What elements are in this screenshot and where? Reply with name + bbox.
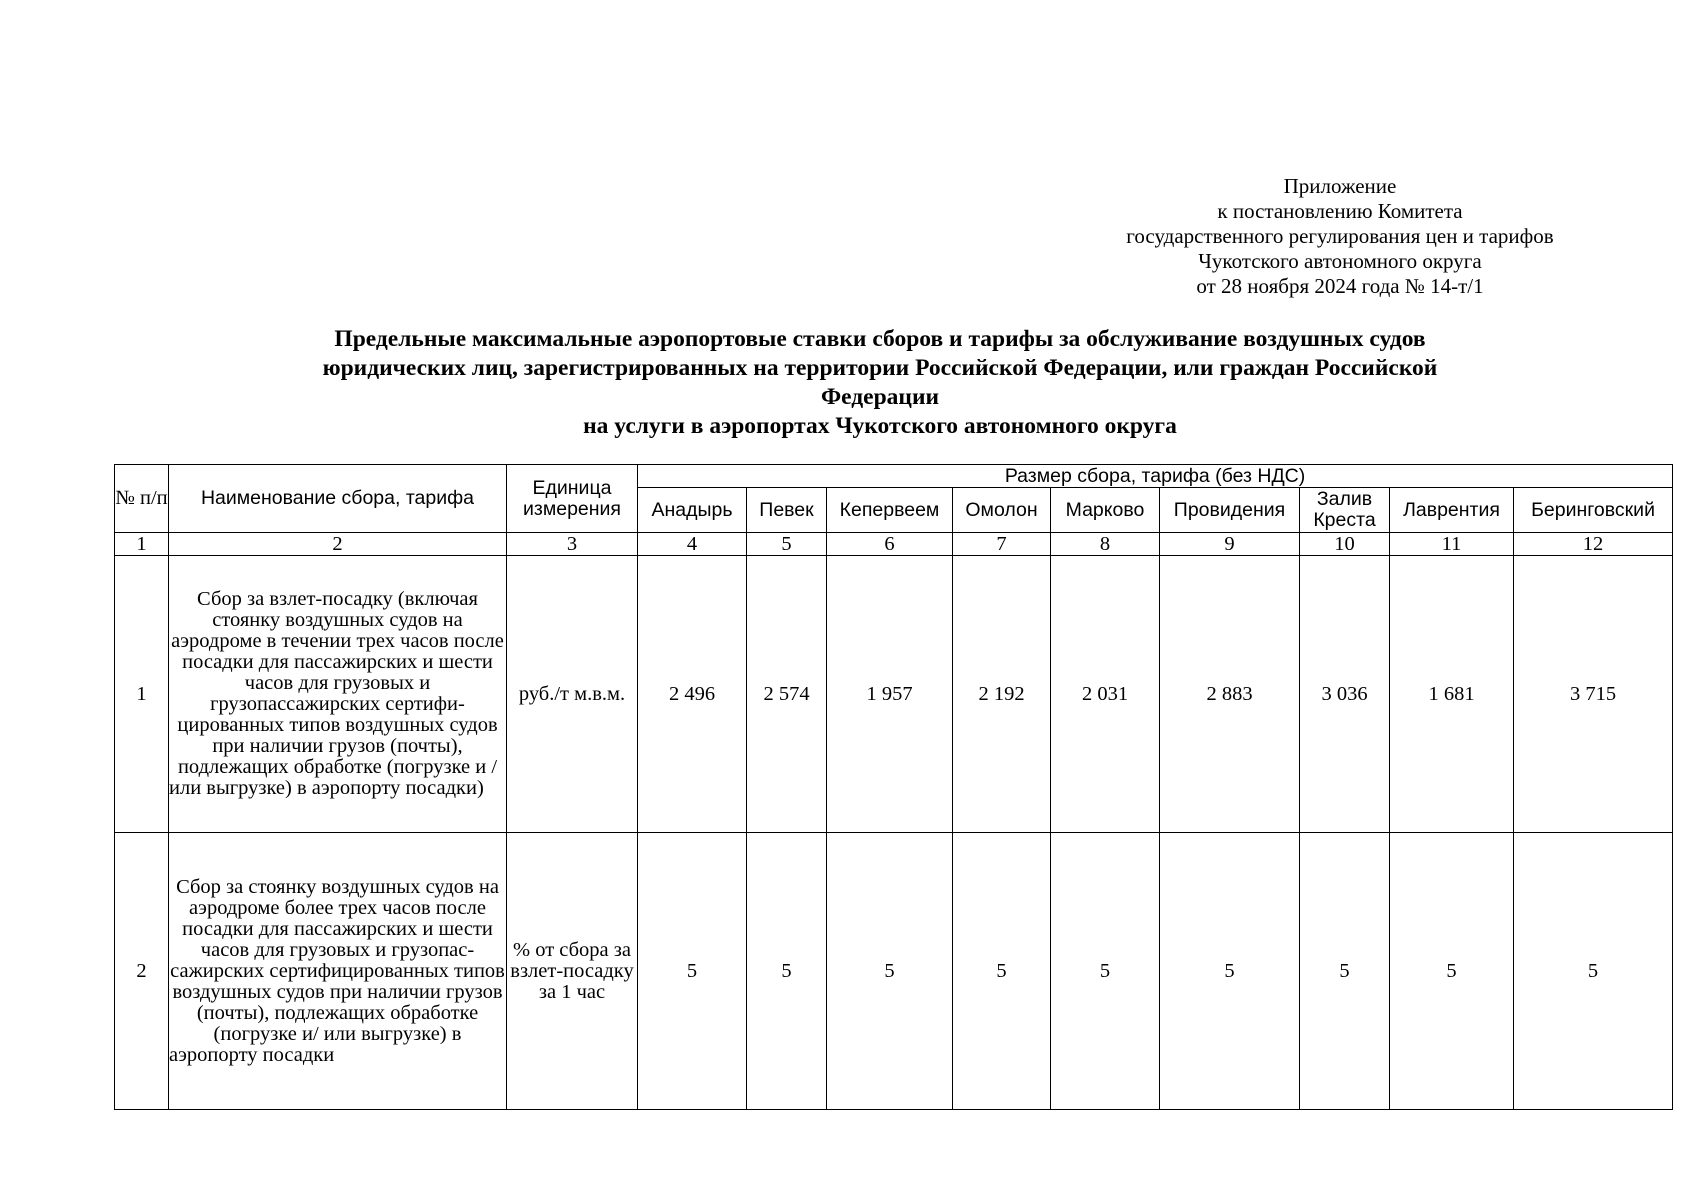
column-number-cell: 9 [1160,533,1300,556]
rate-cell: 1 681 [1390,556,1514,833]
unit-cell: % от сбора за взлет-посадку за 1 час [507,833,638,1110]
appendix-block [1080,174,1600,299]
rate-cell: 5 [747,833,827,1110]
header-group-cell: Размер сбора, тарифа (без НДС) [638,465,1673,488]
table-row [115,556,1673,833]
rate-cell: 5 [1390,833,1514,1110]
rate-cell: 5 [953,833,1051,1110]
fee-name-cell: Сбор за взлет-посадку (включая стоянку воздушных судов на аэродроме в течении трех часов после посадки для пассажирских и шести часов для грузовых и грузопассажирских сертифицированных типов воздушных судов при наличии грузов (почты), подлежащих обработке (погрузке и / или выгрузке) в аэропорту посадки) [169,556,507,833]
document-title [160,325,1600,441]
column-number-cell: 10 [1300,533,1390,556]
column-number-cell: 12 [1514,533,1673,556]
column-number-cell: 8 [1051,533,1160,556]
row-number-cell: 2 [115,833,169,1110]
header-row [115,465,1673,488]
rate-cell: 1 957 [827,556,953,833]
header-num-cell: № п/п [115,465,169,533]
appendix-line: Чукотского автономного округа [1198,249,1482,273]
column-number-cell: 7 [953,533,1051,556]
appendix-line: от 28 ноября 2024 года № 14-т/1 [1196,274,1484,298]
airport-header-cell: Беринговский [1514,488,1673,533]
tariff-table [114,464,1673,1110]
rate-cell: 2 883 [1160,556,1300,833]
column-number-row [115,533,1673,556]
appendix-line: Приложение [1283,174,1397,198]
title-line: юридических лиц, зарегистрированных на территории Российской Федерации, или граждан Российской [322,355,1438,381]
title-line: Предельные максимальные аэропортовые ставки сборов и тарифы за обслуживание воздушных судов [334,326,1426,352]
column-number-cell: 5 [747,533,827,556]
airport-header-cell: Анадырь [638,488,747,533]
airport-header-cell: Омолон [953,488,1051,533]
rate-cell: 5 [638,833,747,1110]
appendix-line: государственного регулирования цен и тарифов [1126,224,1554,248]
rate-cell: 5 [1051,833,1160,1110]
title-line: на услуги в аэропортах Чукотского автономного округа [583,413,1177,439]
airport-header-cell: Залив Креста [1300,488,1390,533]
column-number-cell: 2 [169,533,507,556]
column-number-cell: 3 [507,533,638,556]
row-number-cell: 1 [115,556,169,833]
unit-cell: руб./т м.в.м. [507,556,638,833]
appendix-line: к постановлению Комитета [1217,199,1463,223]
rate-cell: 5 [1160,833,1300,1110]
rate-cell: 2 031 [1051,556,1160,833]
column-number-cell: 11 [1390,533,1514,556]
table-row [115,833,1673,1110]
title-line: Федерации [820,384,940,410]
rate-cell: 5 [1300,833,1390,1110]
column-number-cell: 6 [827,533,953,556]
airport-header-cell: Кепервеем [827,488,953,533]
rate-cell: 5 [1514,833,1673,1110]
column-number-cell: 4 [638,533,747,556]
rate-cell: 5 [827,833,953,1110]
airport-header-cell: Марково [1051,488,1160,533]
rate-cell: 3 036 [1300,556,1390,833]
header-unit-cell: Единица измерения [507,465,638,533]
rate-cell: 2 496 [638,556,747,833]
fee-name-cell: Сбор за стоянку воздушных судов на аэродроме более трех часов после посадки для пассажирских и шести часов для грузовых и грузопассажирских сертифицированных типов воздушных судов при наличии грузов (почты), подлежащих обработке (погрузке и/ или выгрузке) в аэропорту посадки [169,833,507,1110]
header-name-cell: Наименование сбора, тарифа [169,465,507,533]
column-number-cell: 1 [115,533,169,556]
rate-cell: 3 715 [1514,556,1673,833]
rate-cell: 2 192 [953,556,1051,833]
airport-header-cell: Провидения [1160,488,1300,533]
airport-header-cell: Лаврентия [1390,488,1514,533]
rate-cell: 2 574 [747,556,827,833]
airport-header-cell: Певек [747,488,827,533]
